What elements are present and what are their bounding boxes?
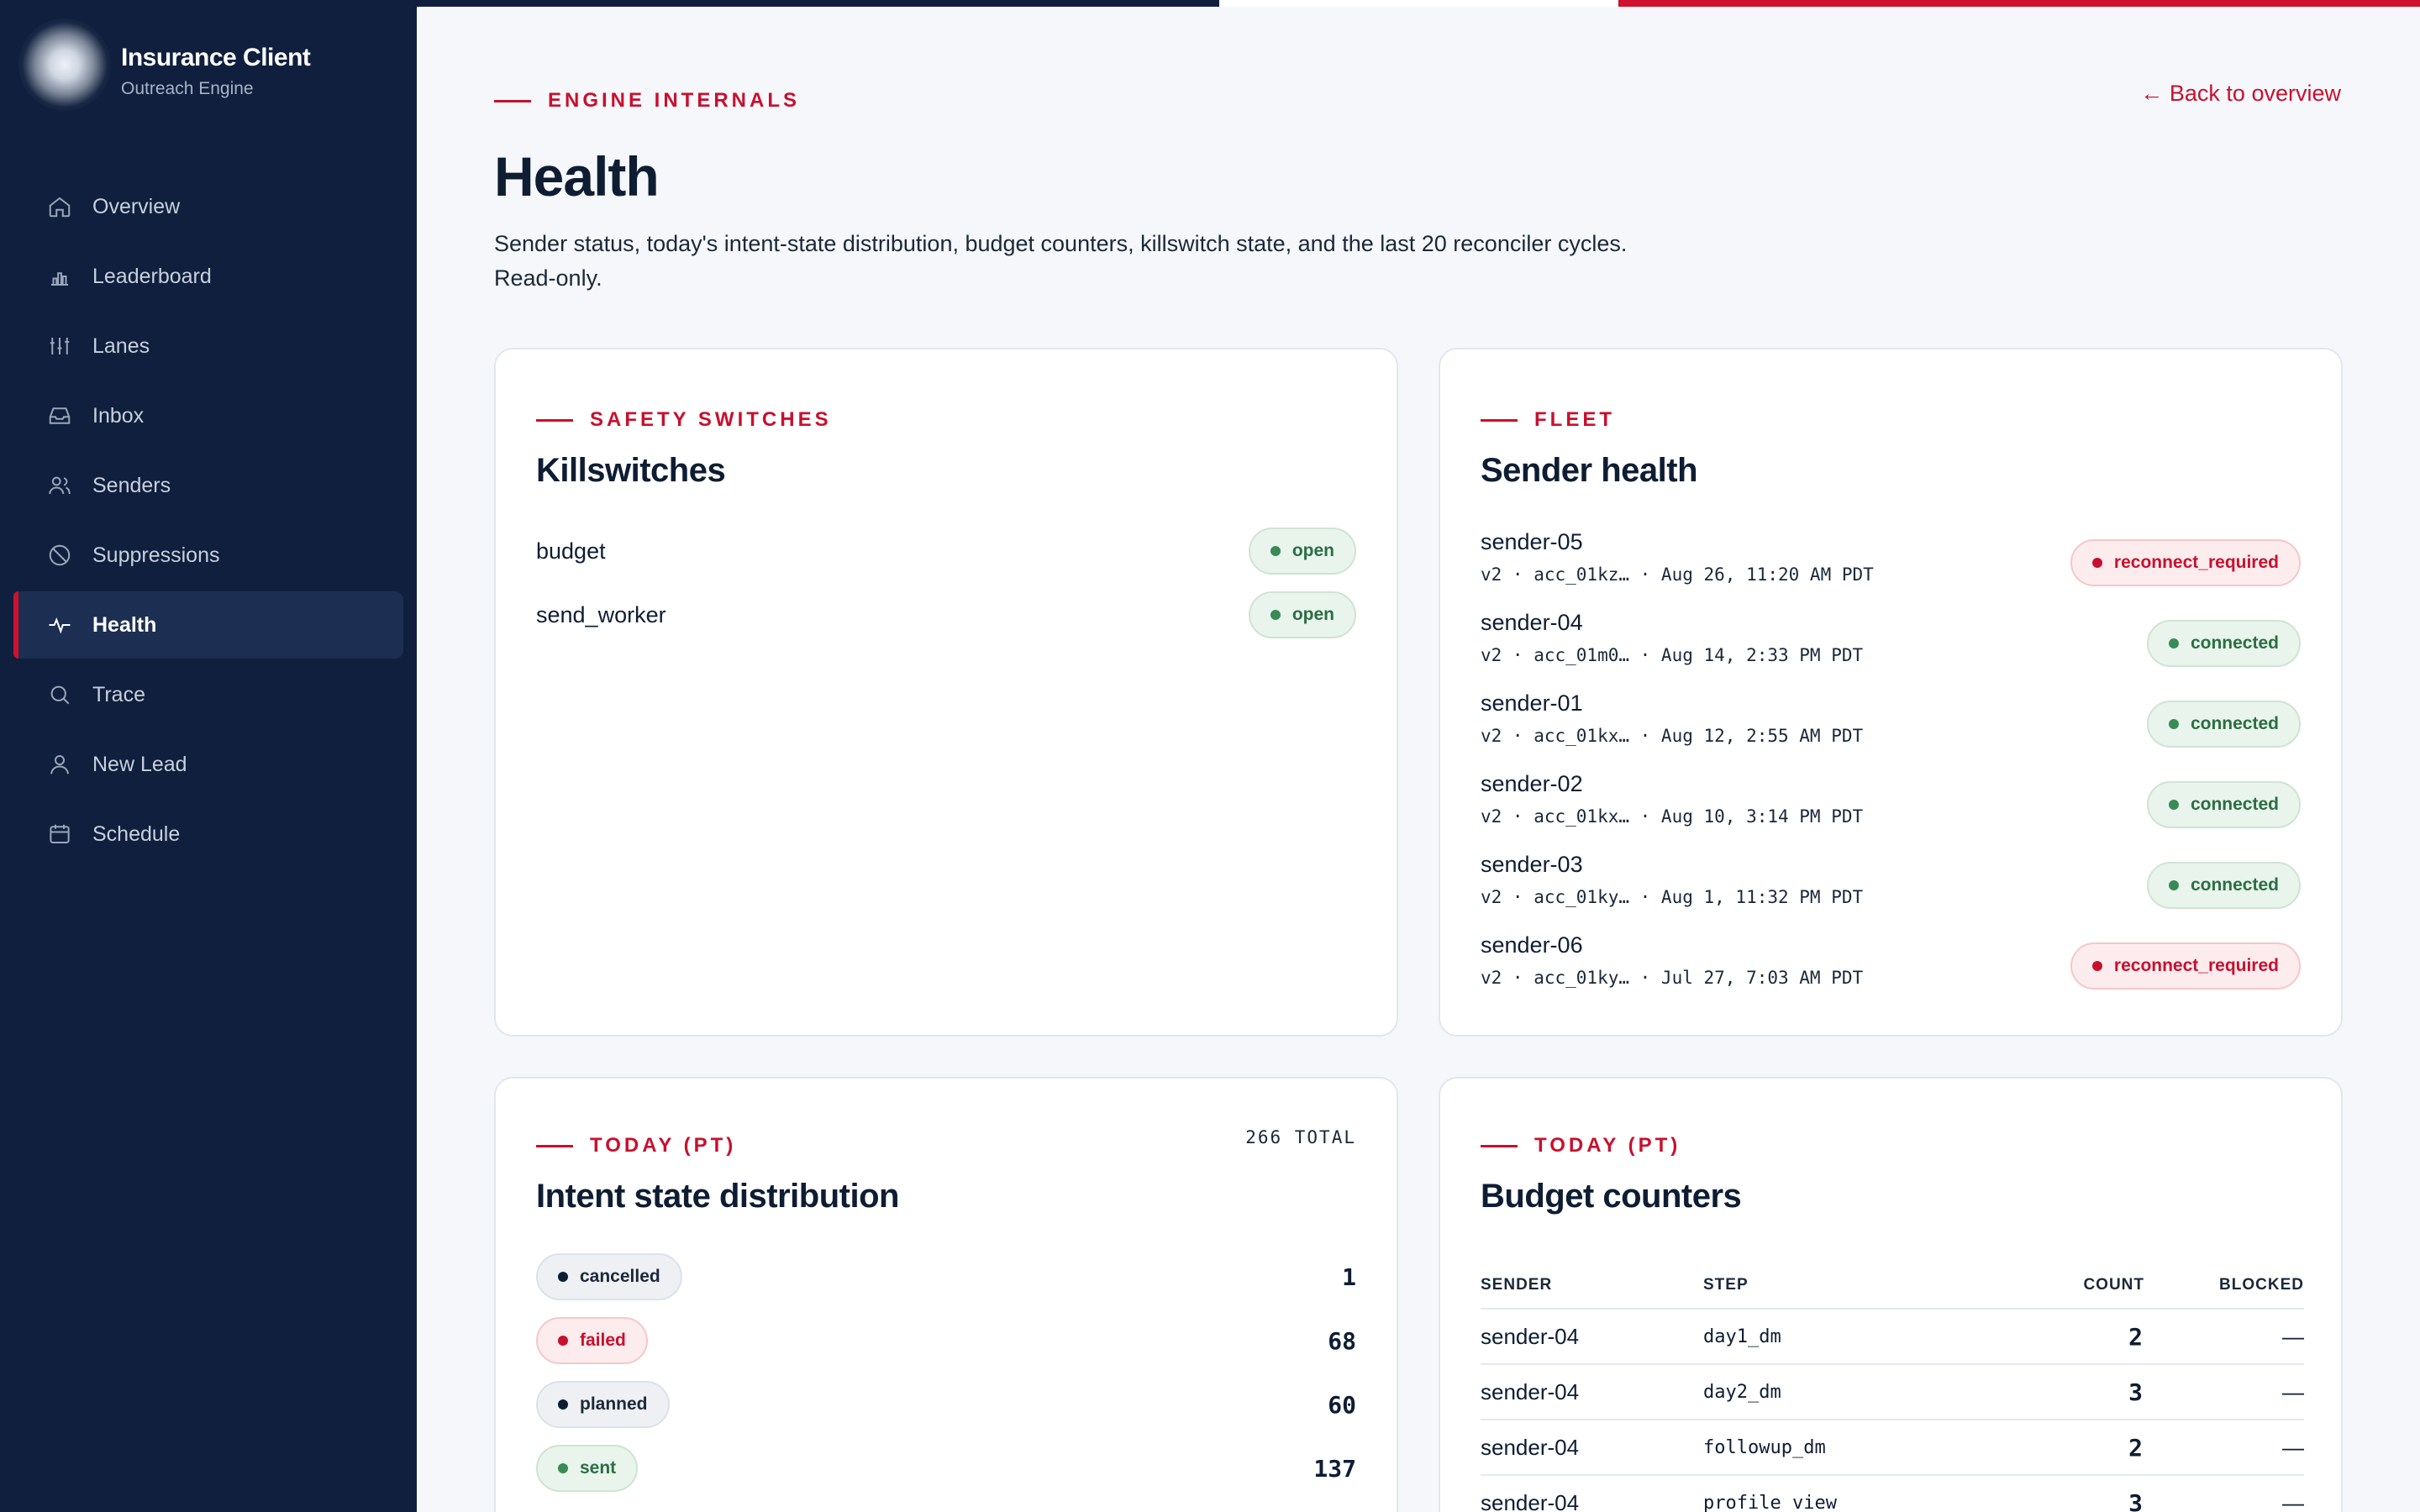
sender-name: sender-05 [1481,529,1583,554]
cell-step: profile_view [1703,1475,1981,1512]
intent-state-row [536,1443,1356,1494]
sidebar-item-health[interactable] [13,591,403,659]
sidebar-item-leaderboard[interactable] [13,243,403,310]
card-eyebrow: SAFETY SWITCHES [536,408,832,432]
sender-meta: v2 · acc_01kx… · Aug 12, 2:55 AM PDT [1481,726,1864,746]
cell-sender: sender-04 [1481,1475,1703,1512]
inbox-icon [47,403,72,428]
sender-meta: v2 · acc_01m0… · Aug 14, 2:33 PM PDT [1481,645,1864,665]
state-count: 60 [1328,1390,1356,1419]
column-header-sender: SENDER [1481,1262,1703,1309]
status-badge: open [1249,528,1356,575]
cell-blocked: — [2144,1364,2304,1420]
brand-title: Insurance Client [121,44,311,71]
users-icon [47,473,72,498]
killswitch-row [536,526,1356,576]
column-header-blocked: BLOCKED [2144,1262,2304,1309]
cell-sender: sender-04 [1481,1309,1703,1364]
killswitch-name: send_worker [536,601,666,627]
sidebar [0,0,417,1512]
intent-state-row [536,1252,1356,1302]
state-badge: failed [536,1317,648,1364]
cell-blocked: — [2144,1475,2304,1512]
sender-row [1481,852,2301,919]
sidebar-nav [13,173,403,870]
back-to-overview-link[interactable]: ← Back to overview [2140,81,2341,106]
cell-sender: sender-04 [1481,1420,1703,1475]
column-header-count: COUNT [1981,1262,2144,1309]
sidebar-item-trace[interactable] [13,661,403,728]
sender-name: sender-02 [1481,771,1583,796]
bar-chart-icon [47,264,72,289]
killswitch-name: budget [536,538,606,564]
cell-sender: sender-04 [1481,1364,1703,1420]
sidebar-item-label: New Lead [92,752,187,776]
cell-blocked: — [2144,1420,2304,1475]
card-title: Budget counters [1481,1178,1742,1215]
sidebar-item-label: Leaderboard [92,264,212,288]
killswitches-card [494,348,1398,1037]
card-eyebrow: FLEET [1481,408,1615,432]
sidebar-item-lanes[interactable] [13,312,403,380]
status-badge: connected [2147,701,2301,748]
sidebar-item-senders[interactable] [13,452,403,519]
ban-icon [47,543,72,568]
table-header-row [1481,1262,2304,1309]
status-badge: open [1249,591,1356,638]
state-count: 1 [1342,1263,1356,1291]
sender-row [1481,610,2301,677]
table-row [1481,1420,2304,1475]
table-row [1481,1364,2304,1420]
status-badge: reconnect_required [2070,942,2301,990]
cell-step: day1_dm [1703,1309,1981,1364]
state-badge: planned [536,1381,670,1428]
sender-name: sender-03 [1481,852,1583,877]
sidebar-item-label: Lanes [92,333,150,358]
state-badge: cancelled [536,1253,682,1300]
brand-subtitle: Outreach Engine [121,79,254,98]
status-badge: reconnect_required [2070,539,2301,586]
intent-state-row [536,1315,1356,1366]
sidebar-item-suppressions[interactable] [13,522,403,589]
table-row [1481,1475,2304,1512]
status-badge: connected [2147,781,2301,828]
card-eyebrow: TODAY (PT) [536,1134,736,1158]
calendar-icon [47,822,72,847]
state-count: 68 [1328,1326,1356,1355]
table-row [1481,1309,2304,1364]
cell-step: followup_dm [1703,1420,1981,1475]
pulse-icon [47,612,72,638]
sender-row [1481,932,2301,1000]
page-description: Sender status, today's intent-state distribution, budget counters, killswitch state, and the last 20 reconciler cycles. Read-only. [494,231,1628,291]
cell-count: 2 [1981,1420,2144,1475]
cell-step: day2_dm [1703,1364,1981,1420]
sidebar-item-label: Overview [92,194,181,218]
intent-state-row [536,1379,1356,1430]
sender-row [1481,771,2301,838]
sidebar-item-inbox[interactable] [13,382,403,449]
killswitch-row [536,590,1356,640]
sidebar-item-label: Suppressions [92,543,220,567]
card-eyebrow: TODAY (PT) [1481,1134,1681,1158]
cell-count: 3 [1981,1364,2144,1420]
search-icon [47,682,72,707]
sidebar-item-overview[interactable] [13,173,403,240]
intent-state-card [494,1077,1398,1512]
card-title: Killswitches [536,452,726,489]
state-count: 137 [1313,1454,1356,1483]
sidebar-item-new-lead[interactable] [13,731,403,798]
total-count: 266 TOTAL [1245,1127,1356,1147]
sender-meta: v2 · acc_01kz… · Aug 26, 11:20 AM PDT [1481,564,1874,585]
sender-health-card [1439,348,2343,1037]
budget-counters-table [1481,1262,2304,1512]
brand-logo [18,18,111,111]
sender-meta: v2 · acc_01ky… · Aug 1, 11:32 PM PDT [1481,887,1864,907]
state-badge: sent [536,1445,638,1492]
card-title: Intent state distribution [536,1178,899,1215]
sender-row [1481,690,2301,758]
sidebar-item-label: Inbox [92,403,145,428]
sidebar-item-label: Senders [92,473,171,497]
home-icon [47,194,72,219]
status-badge: connected [2147,620,2301,667]
cell-count: 2 [1981,1309,2144,1364]
sender-name: sender-01 [1481,690,1583,716]
column-header-step: STEP [1703,1262,1981,1309]
cell-blocked: — [2144,1309,2304,1364]
budget-counters-card [1439,1077,2343,1512]
sender-name: sender-06 [1481,932,1583,958]
sidebar-item-schedule[interactable] [13,801,403,868]
page-eyebrow: ENGINE INTERNALS [494,89,800,113]
user-icon [47,752,72,777]
sender-row [1481,529,2301,596]
status-badge: connected [2147,862,2301,909]
sidebar-item-label: Trace [92,682,145,706]
sender-name: sender-04 [1481,610,1583,635]
top-accent-stripe [417,0,2420,7]
sender-meta: v2 · acc_01ky… · Jul 27, 7:03 AM PDT [1481,968,1864,988]
page-title: Health [494,145,659,207]
card-title: Sender health [1481,452,1698,489]
sender-meta: v2 · acc_01kx… · Aug 10, 3:14 PM PDT [1481,806,1864,827]
sliders-icon [47,333,72,359]
brand[interactable] [18,18,405,111]
sidebar-item-label: Health [92,612,157,637]
cell-count: 3 [1981,1475,2144,1512]
sidebar-item-label: Schedule [92,822,181,846]
